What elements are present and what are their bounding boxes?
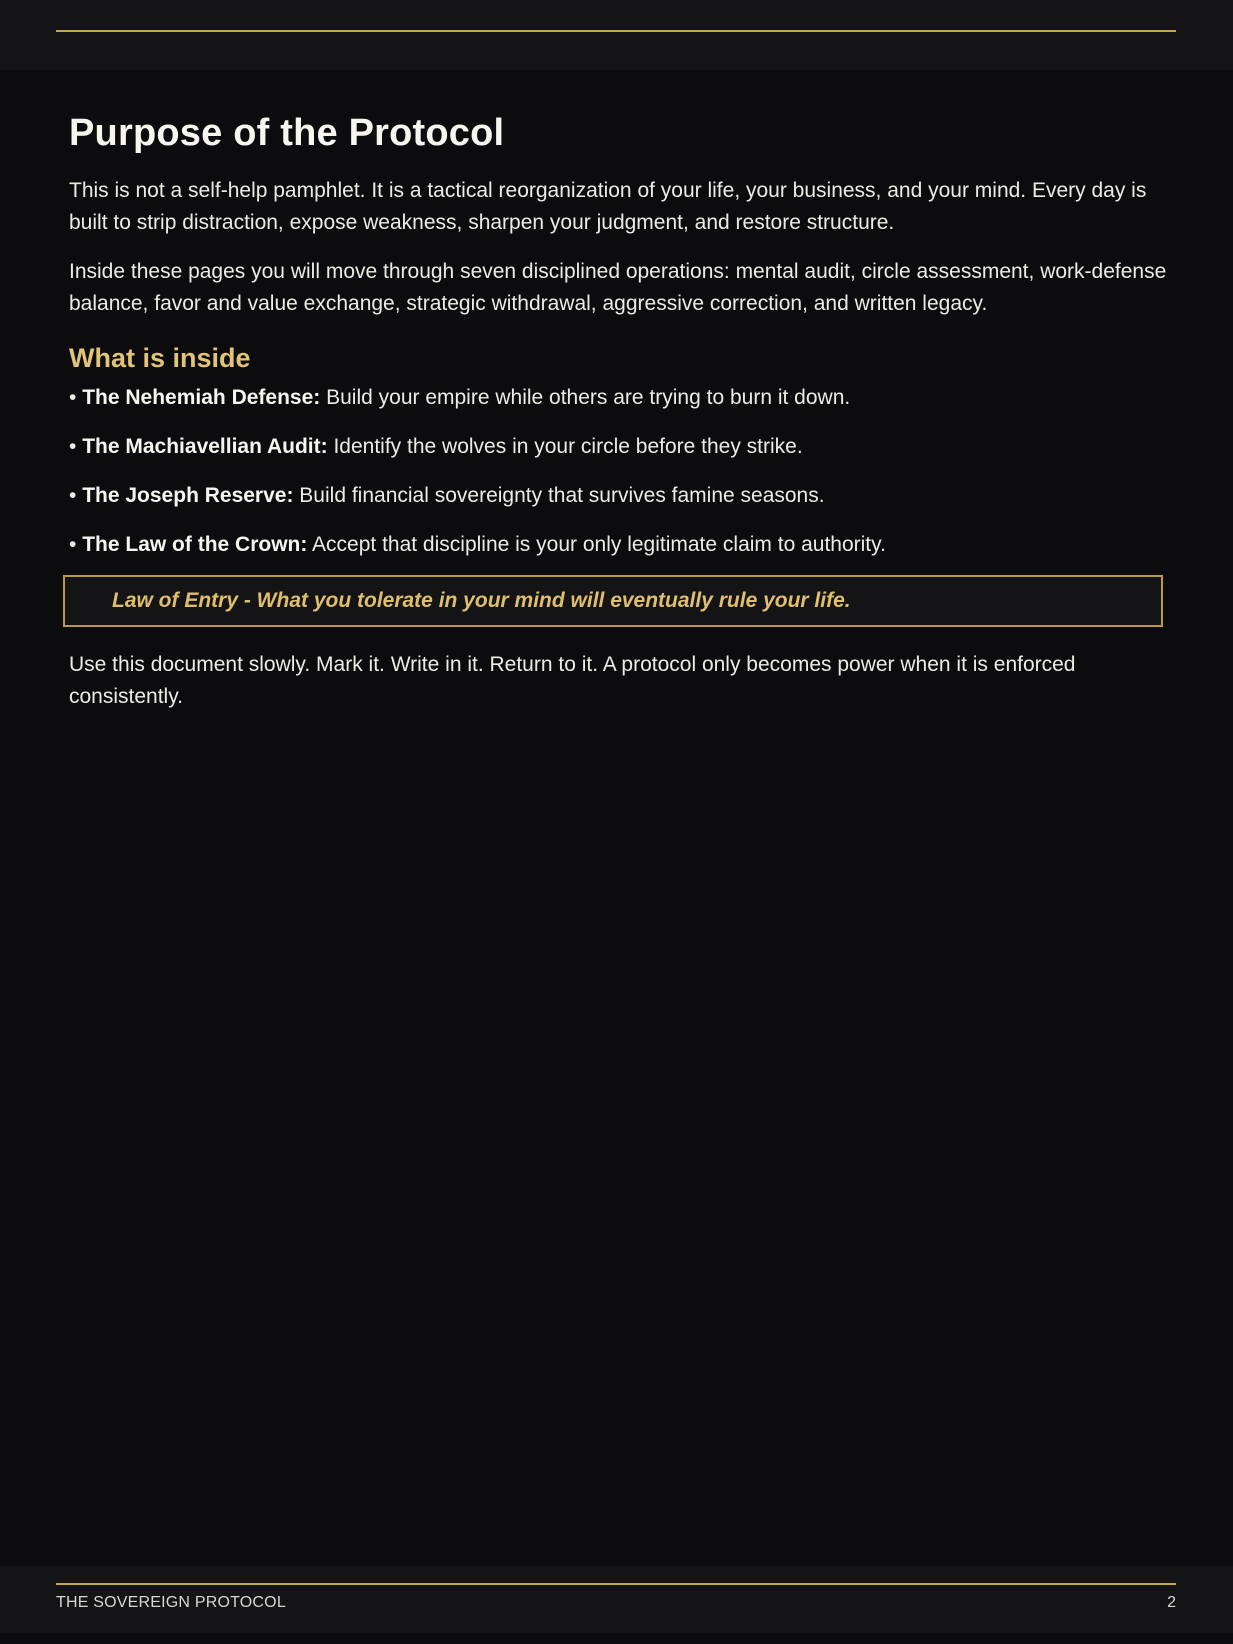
bullet: • <box>69 386 77 409</box>
law-of-entry-text: Law of Entry - What you tolerate in your mind will eventually rule your life. <box>112 589 851 612</box>
page-content <box>69 112 1169 730</box>
law-of-entry-callout <box>63 575 1163 627</box>
intro-paragraph: This is not a self-help pamphlet. It is a tactical reorganization of your life, your business, and your mind. Every day is built to strip distraction, expose weakness, sharpen your judgment, and restore structure. <box>69 179 1147 234</box>
list-item-text: Build financial sovereignty that survives famine seasons. <box>293 484 825 507</box>
list-item-title: The Law of the Crown: <box>82 533 308 556</box>
list-item-title: The Joseph Reserve: <box>82 484 294 507</box>
list-item <box>69 529 1169 561</box>
closing-paragraph: Use this document slowly. Mark it. Write in it. Return to it. A protocol only becomes power when it is enforced consistently. <box>69 653 1076 708</box>
header-band <box>0 0 1233 70</box>
page-number: 2 <box>1167 1594 1176 1611</box>
list-item-title: The Nehemiah Defense: <box>82 386 321 409</box>
footer-rule <box>56 1583 1176 1585</box>
operations-paragraph: Inside these pages you will move through seven disciplined operations: mental audit, circle assessment, work-defense balance, favor and value exchange, strategic withdrawal, aggressive correction, and written legacy. <box>69 260 1167 315</box>
bullet: • <box>69 484 77 507</box>
page-title: Purpose of the Protocol <box>69 112 505 154</box>
list-item <box>69 480 1169 512</box>
bullet: • <box>69 533 77 556</box>
bullet: • <box>69 435 77 458</box>
list-item-text: Accept that discipline is your only legitimate claim to authority. <box>307 533 886 556</box>
list-item <box>69 382 1169 414</box>
footer-title: THE SOVEREIGN PROTOCOL <box>56 1594 286 1611</box>
inside-list <box>69 382 1169 561</box>
section-heading: What is inside <box>69 343 251 373</box>
list-item-title: The Machiavellian Audit: <box>82 435 328 458</box>
list-item-text: Identify the wolves in your circle before they strike. <box>327 435 803 458</box>
header-rule <box>56 30 1176 32</box>
list-item <box>69 431 1169 463</box>
list-item-text: Build your empire while others are trying to burn it down. <box>320 386 851 409</box>
